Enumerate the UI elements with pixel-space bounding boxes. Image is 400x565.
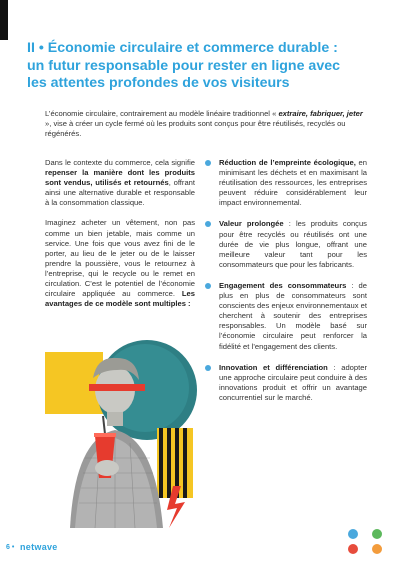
intro-emphasis: extraire, fabriquer, jeter [278, 109, 363, 118]
bullet-dot-icon [205, 221, 211, 227]
bullet-title: Innovation et différenciation [219, 362, 328, 372]
collage-illustration [45, 338, 200, 528]
bullet-text: en minimisant les déchets et en maximisant la réutilisation des ressources, les entreprises peuvent réduire considérablement leur impact environnemental. [219, 158, 367, 208]
top-accent-bar [0, 0, 8, 40]
section-title [27, 40, 377, 93]
title-line-2: un futur responsable pour rester en ligne avec [27, 57, 340, 74]
green-dot-icon [372, 529, 382, 539]
bullet-item [205, 219, 367, 269]
page-number: 6 • [6, 544, 15, 551]
left-column [45, 158, 195, 319]
bullet-item [205, 158, 367, 208]
left-p2-text: Imaginez acheter un vêtement, non pas comme un bien jetable, mais comme un service. Une fois que vous avez fini de le porter, au lieu de le jeter ou de le laisser prendre la poussière, vous le retournez à l’entreprise, qui le recycle ou le remet en circulation. C’est le potentiel de l’économie circulaire appliquée au commerce. [45, 218, 195, 299]
straw [103, 416, 105, 434]
left-p1-bold: repenser la manière dont les produits sont vendus, utilisés et retournés [45, 168, 195, 188]
intro-text-2: », vise à créer un cycle fermé où les produits sont conçus pour être réutilisés, recyclés ou régénérés. [45, 119, 346, 138]
red-visor [89, 384, 145, 391]
left-paragraph-2 [45, 218, 195, 309]
left-p1-text: Dans le contexte du commerce, cela signifie [45, 158, 195, 167]
orange-dot-icon [372, 544, 382, 554]
statue-neck [107, 412, 123, 426]
yellow-block [45, 352, 103, 414]
left-p2-bold: Les avantages de ce modèle sont multiples : [45, 289, 195, 309]
intro-paragraph [45, 109, 365, 139]
left-paragraph-1 [45, 158, 195, 208]
bullet-title: Valeur prolongée [219, 219, 284, 229]
right-column [205, 158, 367, 414]
bullet-dot-icon [205, 160, 211, 166]
red-dot-icon [348, 544, 358, 554]
title-line-1: II • Économie circulaire et commerce durable : [27, 40, 338, 56]
intro-text-1: L’économie circulaire, contrairement au modèle linéaire traditionnel « [45, 109, 279, 118]
netwave-logo: netwave [20, 542, 58, 552]
bullet-title: Réduction de l’empreinte écologique, [219, 158, 356, 167]
title-line-3: les attentes profondes de vos visiteurs [27, 75, 290, 91]
bullet-text: : les produits conçus pour être recyclés ou réutilisés ont une durée de vie plus longue, offrant une meilleure valeur tant pour les consommateurs que pour les fabricants. [219, 219, 367, 269]
bullet-item [205, 363, 367, 403]
bullet-title: Engagement des consommateurs [219, 280, 347, 290]
bullet-dot-icon [205, 365, 211, 371]
bullet-dot-icon [205, 283, 211, 289]
bullet-text: : adopter une approche circulaire peut conduire à des innovations produit et offrir un avantage concurrentiel sur le marché. [219, 362, 367, 402]
hand [95, 460, 119, 476]
blue-dot-icon [348, 529, 358, 539]
left-p1-text-2: , offrant ainsi une alternative durable et responsable à la consommation classique. [45, 178, 195, 208]
bullet-item [205, 281, 367, 352]
bullet-text: : de plus en plus de consommateurs sont conscients des enjeux environnementaux et cherchent à soutenir des entreprises responsables. Un modèle basé sur l’économie circulaire peut renforcer la fidélité et l’engagement des clients. [219, 280, 367, 351]
